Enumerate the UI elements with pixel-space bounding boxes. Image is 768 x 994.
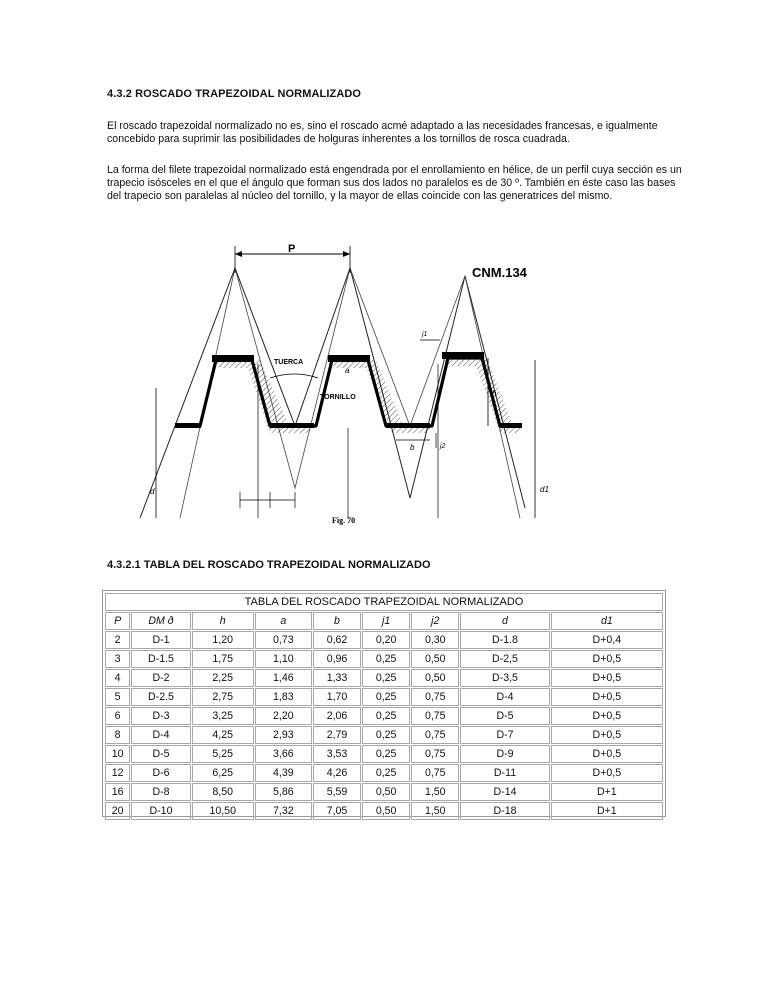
table-cell: 8 xyxy=(105,726,130,744)
table-cell: 10 xyxy=(105,745,130,763)
table-cell: D-10 xyxy=(131,802,191,820)
pitch-label: P xyxy=(288,243,296,255)
table-cell: 0,75 xyxy=(411,688,459,706)
table-cell: D+1 xyxy=(551,783,663,801)
table-cell: 2,79 xyxy=(313,726,361,744)
table-cell: 0,20 xyxy=(362,631,410,649)
table-cell: D+0,5 xyxy=(551,650,663,668)
table-cell: D-6 xyxy=(131,764,191,782)
thread-profile-figure xyxy=(120,228,570,546)
root-bar-3 xyxy=(386,423,430,428)
table-cell: 1,83 xyxy=(255,688,312,706)
table-cell: 1,46 xyxy=(255,669,312,687)
table-cell: D-3 xyxy=(131,707,191,725)
table-cell: D-3,5 xyxy=(460,669,549,687)
table-cell: 0,25 xyxy=(362,764,410,782)
table-cell: 1,50 xyxy=(411,802,459,820)
table-cell: 0,75 xyxy=(411,707,459,725)
table-cell: 1,70 xyxy=(313,688,361,706)
dimension-h-label: h xyxy=(492,389,497,398)
table-cell: 1,75 xyxy=(192,650,254,668)
table-cell: 2 xyxy=(105,631,130,649)
table-row xyxy=(105,631,663,649)
table-cell: 4,39 xyxy=(255,764,312,782)
table-row xyxy=(105,688,663,706)
table-cell: 0,25 xyxy=(362,745,410,763)
table-cell: 3,53 xyxy=(313,745,361,763)
table-cell: 0,62 xyxy=(313,631,361,649)
table-cell: 0,50 xyxy=(411,669,459,687)
table-cell: D+1 xyxy=(551,802,663,820)
table-cell: D-7 xyxy=(460,726,549,744)
table-cell: 0,73 xyxy=(255,631,312,649)
table-cell: 3 xyxy=(105,650,130,668)
thread-table xyxy=(102,590,666,817)
table-cell: D-4 xyxy=(460,688,549,706)
crest-bar-1 xyxy=(212,355,254,362)
table-cell: 6 xyxy=(105,707,130,725)
column-header: DM ð xyxy=(131,612,191,630)
table-cell: D+0,5 xyxy=(551,707,663,725)
table-cell: D-5 xyxy=(131,745,191,763)
table-cell: 10,50 xyxy=(192,802,254,820)
table-cell: 16 xyxy=(105,783,130,801)
column-header: j2 xyxy=(411,612,459,630)
table-cell: 0,96 xyxy=(313,650,361,668)
table-cell: 8,50 xyxy=(192,783,254,801)
table-cell: 1,50 xyxy=(411,783,459,801)
table-caption: TABLA DEL ROSCADO TRAPEZOIDAL NORMALIZADO xyxy=(105,593,663,611)
table-cell: D+0,4 xyxy=(551,631,663,649)
nut-label: TUERCA xyxy=(274,359,304,366)
table-row xyxy=(105,764,663,782)
table-row xyxy=(105,783,663,801)
figure-caption: Fig. 70 xyxy=(332,516,356,525)
table-cell: 20 xyxy=(105,802,130,820)
table-row xyxy=(105,669,663,687)
dimension-b-label: b xyxy=(410,443,415,452)
table-cell: 5,59 xyxy=(313,783,361,801)
column-header: P xyxy=(105,612,130,630)
table-cell: 0,50 xyxy=(411,650,459,668)
table-cell: D-11 xyxy=(460,764,549,782)
column-header: h xyxy=(192,612,254,630)
root-bar-2 xyxy=(270,423,314,428)
table-cell: D+0,5 xyxy=(551,745,663,763)
section-title: 4.3.2 ROSCADO TRAPEZOIDAL NORMALIZADO xyxy=(107,88,362,100)
table-cell: 3,66 xyxy=(255,745,312,763)
table-row xyxy=(105,650,663,668)
table-cell: 4 xyxy=(105,669,130,687)
crest-bar-3 xyxy=(442,352,484,359)
table-cell: D-1.5 xyxy=(131,650,191,668)
diameter-d1-label: d1 xyxy=(540,485,549,494)
table-row xyxy=(105,802,663,820)
table-cell: 1,10 xyxy=(255,650,312,668)
column-header: a xyxy=(255,612,312,630)
table-cell: 12 xyxy=(105,764,130,782)
dimension-a-label: a xyxy=(345,366,350,375)
table-cell: D-2,5 xyxy=(460,650,549,668)
column-header: j1 xyxy=(362,612,410,630)
table-cell: 4,25 xyxy=(192,726,254,744)
root-bar-4 xyxy=(500,423,522,428)
table-header-row xyxy=(105,612,663,630)
table-cell: 2,06 xyxy=(313,707,361,725)
table-cell: 0,50 xyxy=(362,783,410,801)
diameter-d-label-left: d xyxy=(150,487,155,496)
table-cell: 1,20 xyxy=(192,631,254,649)
table-cell: 0,75 xyxy=(411,745,459,763)
column-header: d1 xyxy=(551,612,663,630)
description-paragraph: La forma del filete trapezoidal normalizado está engendrada por el enrollamiento en hélice, de un perfil cuya sección es un trapecio isósceles en el que el ángulo que forman sus dos lados no paralelos es de 30 º. También en éste caso las bases del trapecio son paralelas al núcleo del tornillo, y la mayor de ellas coincide con las generatrices del mismo. xyxy=(107,164,682,202)
table-cell: 5,86 xyxy=(255,783,312,801)
dimension-j1-label: j1 xyxy=(422,331,428,338)
table-cell: 4,26 xyxy=(313,764,361,782)
table-cell: D-2 xyxy=(131,669,191,687)
table-row xyxy=(105,726,663,744)
column-header: d xyxy=(460,612,549,630)
root-bar-1 xyxy=(175,423,201,428)
table-section-title: 4.3.2.1 TABLA DEL ROSCADO TRAPEZOIDAL NORMALIZADO xyxy=(107,559,431,571)
table-cell: 0,25 xyxy=(362,650,410,668)
table-cell: D+0,5 xyxy=(551,688,663,706)
table-cell: 0,75 xyxy=(411,726,459,744)
intro-paragraph: El roscado trapezoidal normalizado no es, sino el roscado acmé adaptado a las necesidades francesas, e igualmente concebido para suprimir las posibilidades de holguras inherentes a los tornillos de rosca cuadrada. xyxy=(107,120,658,145)
table-cell: 5 xyxy=(105,688,130,706)
table-cell: D+0,5 xyxy=(551,726,663,744)
table-cell: 3,25 xyxy=(192,707,254,725)
table-cell: D+0,5 xyxy=(551,669,663,687)
table-cell: 0,75 xyxy=(411,764,459,782)
table-cell: D-5 xyxy=(460,707,549,725)
table-cell: D-2.5 xyxy=(131,688,191,706)
table-cell: 0,25 xyxy=(362,688,410,706)
table-cell: 0,25 xyxy=(362,726,410,744)
table-cell: 1,33 xyxy=(313,669,361,687)
table-cell: 0,30 xyxy=(411,631,459,649)
table-cell: D-18 xyxy=(460,802,549,820)
table-row xyxy=(105,707,663,725)
table-cell: 7,05 xyxy=(313,802,361,820)
table-cell: D-14 xyxy=(460,783,549,801)
table-cell: 5,25 xyxy=(192,745,254,763)
table-cell: 7,32 xyxy=(255,802,312,820)
table-cell: 6,25 xyxy=(192,764,254,782)
table-cell: 0,25 xyxy=(362,707,410,725)
table-cell: D-8 xyxy=(131,783,191,801)
table-cell: 2,93 xyxy=(255,726,312,744)
table-cell: 0,50 xyxy=(362,802,410,820)
table-body xyxy=(105,631,663,820)
table-cell: 0,25 xyxy=(362,669,410,687)
dimension-j2-label: j2 xyxy=(440,443,446,450)
table-cell: D+0,5 xyxy=(551,764,663,782)
screw-label: TORNILLO xyxy=(320,394,356,401)
table-cell: D-9 xyxy=(460,745,549,763)
table-cell: D-4 xyxy=(131,726,191,744)
table-cell: 2,20 xyxy=(255,707,312,725)
table-cell: 2,75 xyxy=(192,688,254,706)
table-cell: D-1.8 xyxy=(460,631,549,649)
table-row xyxy=(105,745,663,763)
table-cell: D-1 xyxy=(131,631,191,649)
crest-bar-2 xyxy=(328,355,370,362)
standard-label: CNM.134 xyxy=(472,265,527,280)
column-header: b xyxy=(313,612,361,630)
table-cell: 2,25 xyxy=(192,669,254,687)
